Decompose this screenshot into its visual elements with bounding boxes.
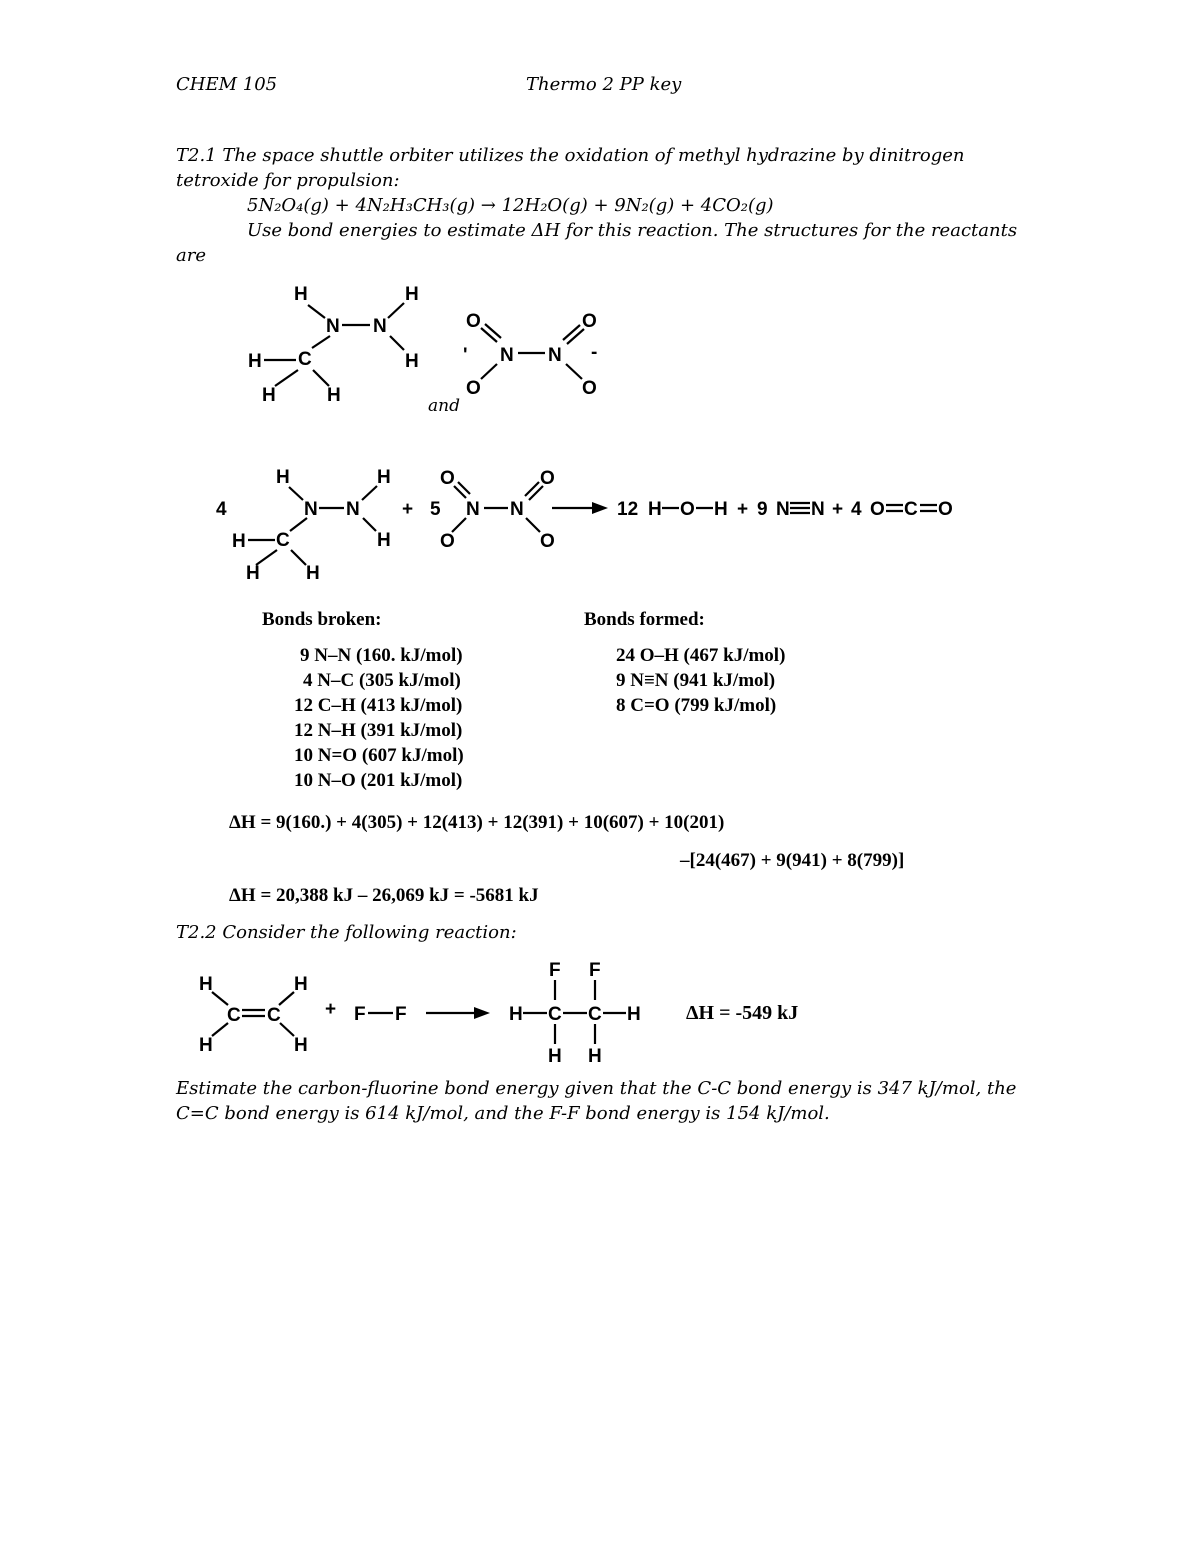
atom-o: O [938, 499, 953, 520]
plus-sign: + [402, 499, 414, 520]
delta-h-calculation-line1: ΔH = 9(160.) + 4(305) + 12(413) + 12(391) + 10(607) + 10(201) [229, 812, 725, 833]
atom-h: H [294, 974, 308, 995]
t21-intro-line2: tetroxide for propulsion: [176, 170, 400, 191]
bonds-broken-item: 10 N=O (607 kJ/mol) [294, 745, 464, 766]
coefficient: 5 [430, 499, 441, 520]
atom-h: H [509, 1004, 523, 1025]
atom-n: N [326, 316, 340, 337]
fluorine-structure [354, 1004, 407, 1025]
coefficient: 4 [851, 499, 862, 520]
atom-n: N [466, 499, 480, 520]
t21-instruction-line1: Use bond energies to estimate ΔH for this reaction. The structures for the reactants [247, 220, 1018, 241]
atom-h: H [548, 1046, 562, 1067]
atom-f: F [549, 960, 561, 981]
atom-h: H [327, 385, 341, 406]
difluoroethane-structure [509, 960, 641, 1067]
atom-h: H [377, 467, 391, 488]
atom-h: H [294, 1035, 308, 1056]
t22-question-line2: C=C bond energy is 614 kJ/mol, and the F-F bond energy is 154 kJ/mol. [176, 1103, 830, 1124]
dot-mark: ' [463, 345, 468, 366]
coefficient: 9 [757, 499, 768, 520]
document-title: Thermo 2 PP key [526, 74, 682, 95]
atom-o: O [540, 468, 555, 489]
atom-h: H [199, 1035, 213, 1056]
atom-h: H [276, 467, 290, 488]
atom-n: N [373, 316, 387, 337]
bonds-formed-item: 9 N≡N (941 kJ/mol) [616, 670, 776, 691]
bonds-formed-item: 24 O–H (467 kJ/mol) [616, 645, 786, 666]
atom-h: H [248, 351, 262, 372]
bonds-formed-item: 8 C=O (799 kJ/mol) [616, 695, 777, 716]
bonds-broken-item: 4 N–C (305 kJ/mol) [303, 670, 461, 691]
course-header: CHEM 105 [176, 74, 278, 95]
atom-c: C [904, 499, 918, 520]
atom-n: N [500, 345, 514, 366]
atom-h: H [405, 351, 419, 372]
atom-o: O [466, 378, 481, 399]
bonds-broken-item: 9 N–N (160. kJ/mol) [300, 645, 463, 666]
t22-question-line1: Estimate the carbon-fluorine bond energy given that the C-C bond energy is 347 kJ/mol, the [176, 1078, 1017, 1099]
minus-mark: - [591, 342, 598, 363]
atom-h: H [714, 499, 728, 520]
atom-h: H [246, 563, 260, 584]
atom-h: H [306, 563, 320, 584]
t22-delta-h: ΔH = -549 kJ [686, 1002, 799, 1024]
atom-h: H [377, 530, 391, 551]
atom-n: N [776, 499, 790, 520]
atom-o: O [440, 468, 455, 489]
coefficient: 4 [216, 499, 227, 520]
atom-f: F [354, 1004, 366, 1025]
bonds-broken-item: 10 N–O (201 kJ/mol) [294, 770, 463, 791]
ethylene-structure [199, 974, 308, 1056]
plus-sign: + [832, 499, 844, 520]
and-label: and [428, 396, 460, 416]
atom-o: O [582, 311, 597, 332]
bonds-broken-item: 12 C–H (413 kJ/mol) [294, 695, 463, 716]
atom-n: N [304, 499, 318, 520]
atom-n: N [811, 499, 825, 520]
atom-h: H [262, 385, 276, 406]
atom-f: F [395, 1004, 407, 1025]
atom-o: O [466, 311, 481, 332]
plus-sign: + [737, 499, 749, 520]
bonds-broken-title: Bonds broken: [262, 609, 382, 630]
atom-h: H [199, 974, 213, 995]
atom-h: H [588, 1046, 602, 1067]
atom-c: C [588, 1004, 602, 1025]
plus-sign: + [325, 999, 337, 1020]
t21-equation: 5N₂O₄(g) + 4N₂H₃CH₃(g) → 12H₂O(g) + 9N₂(g) + 4CO₂(g) [247, 195, 774, 216]
atom-h: H [405, 284, 419, 305]
t22-intro: T2.2 Consider the following reaction: [176, 922, 517, 943]
atom-c: C [276, 530, 290, 551]
atom-n: N [510, 499, 524, 520]
atom-c: C [267, 1005, 281, 1026]
coefficient: 12 [617, 499, 639, 520]
atom-o: O [870, 499, 885, 520]
atom-c: C [227, 1005, 241, 1026]
bonds-broken-item: 12 N–H (391 kJ/mol) [294, 720, 463, 741]
atom-c: C [298, 349, 312, 370]
atom-n: N [548, 345, 562, 366]
atom-o: O [440, 531, 455, 552]
atom-h: H [627, 1004, 641, 1025]
atom-f: F [589, 960, 601, 981]
bonds-formed-title: Bonds formed: [584, 609, 705, 630]
t21-intro-line1: T2.1 The space shuttle orbiter utilizes the oxidation of methyl hydrazine by dinitrogen [176, 145, 965, 166]
atom-h: H [294, 284, 308, 305]
atom-h: H [648, 499, 662, 520]
atom-o: O [540, 531, 555, 552]
atom-n: N [346, 499, 360, 520]
delta-h-calculation-line2: –[24(467) + 9(941) + 8(799)] [680, 850, 905, 871]
atom-o: O [680, 499, 695, 520]
delta-h-result: ΔH = 20,388 kJ – 26,069 kJ = -5681 kJ [229, 885, 539, 906]
t21-instruction-line2: are [176, 245, 206, 266]
atom-h: H [232, 531, 246, 552]
atom-o: O [582, 378, 597, 399]
atom-c: C [548, 1004, 562, 1025]
